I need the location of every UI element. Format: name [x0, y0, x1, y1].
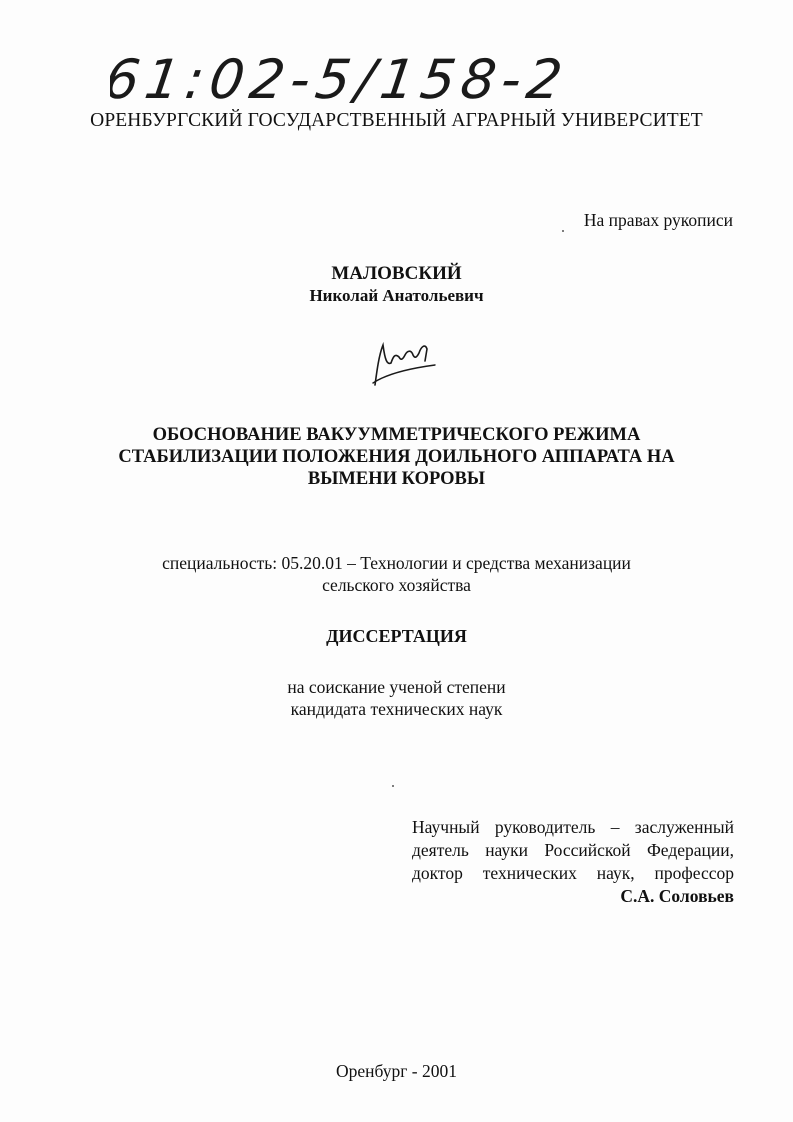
- supervisor-line-1: Научный руководитель – заслуженный: [412, 817, 734, 837]
- scan-speck: [562, 230, 564, 232]
- handwritten-code-svg: [110, 44, 570, 114]
- author-given-names: Николай Анатольевич: [309, 286, 484, 305]
- manuscript-rights-label: На правах рукописи: [583, 210, 733, 230]
- supervisor-name: С.А. Соловьев: [620, 886, 734, 906]
- author-surname: МАЛОВСКИЙ: [331, 263, 462, 284]
- degree-statement: [0, 676, 793, 720]
- document-type: ДИССЕРТАЦИЯ: [326, 626, 467, 646]
- author-signature: [365, 335, 445, 390]
- place-and-year: Оренбург - 2001: [335, 1061, 457, 1081]
- specialty: [0, 552, 793, 596]
- degree-line-2: кандидата технических наук: [290, 699, 503, 719]
- scientific-supervisor: [412, 816, 734, 908]
- scan-speck: [392, 785, 394, 787]
- handwritten-archive-code: [110, 44, 570, 114]
- dissertation-title: ОБОСНОВАНИЕ ВАКУУММЕТРИЧЕСКОГО РЕЖИМА СТАБИЛИЗАЦИИ ПОЛОЖЕНИЯ ДОИЛЬНОГО АППАРАТА НА ВЫМЕНИ КОРОВЫ: [118, 425, 675, 489]
- signature-icon: [365, 335, 445, 390]
- specialty-line-2: сельского хозяйства: [322, 575, 471, 595]
- supervisor-line-2: деятель науки Российской Федерации,: [412, 840, 734, 860]
- supervisor-line-3: доктор технических наук, профессор: [412, 863, 734, 883]
- degree-line-1: на соискание ученой степени: [287, 677, 506, 697]
- archive-code-text: 61:02-5/158-2: [110, 48, 570, 111]
- specialty-line-1: специальность: 05.20.01 – Технологии и средства механизации: [162, 553, 631, 573]
- university-name: ОРЕНБУРГСКИЙ ГОСУДАРСТВЕННЫЙ АГРАРНЫЙ УНИВЕРСИТЕТ: [90, 110, 703, 131]
